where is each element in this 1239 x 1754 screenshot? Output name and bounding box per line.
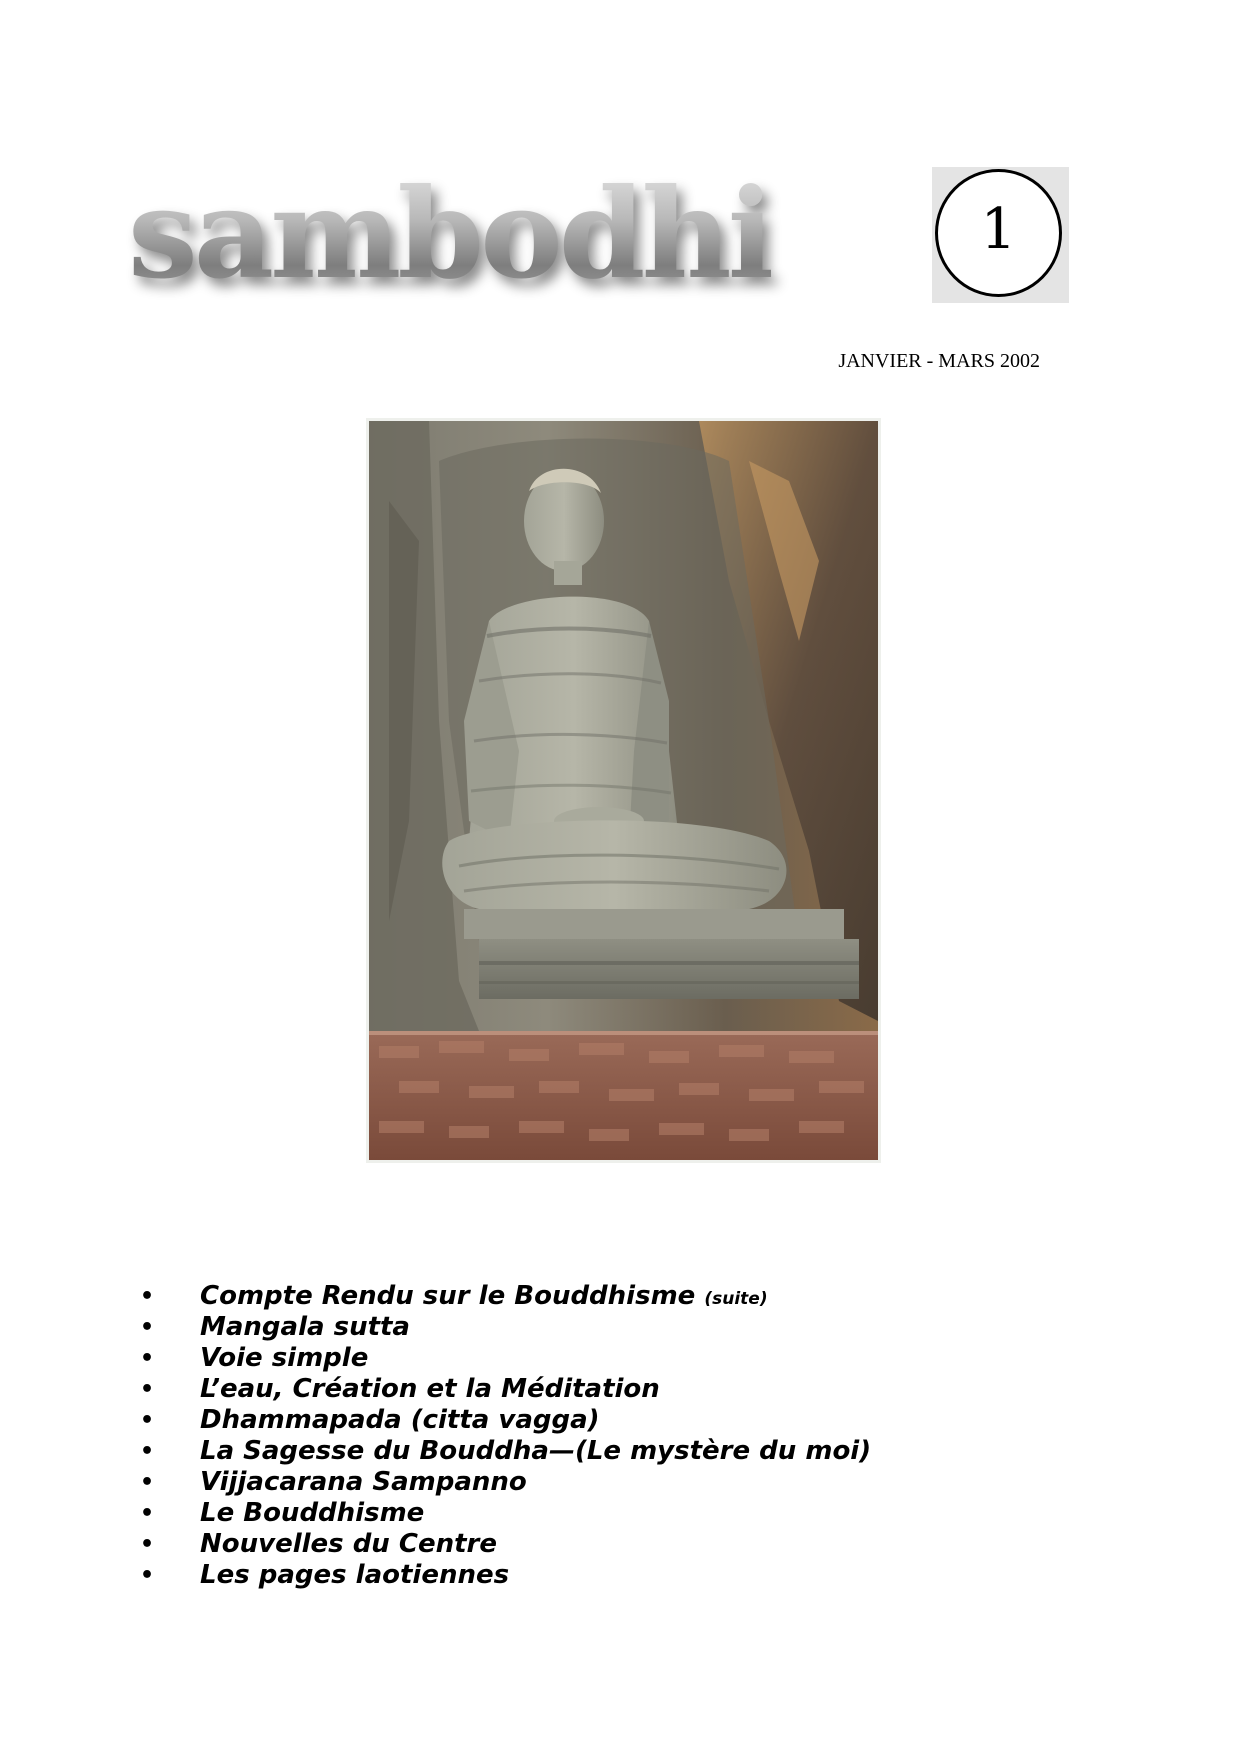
- issue-number: 1: [980, 197, 1017, 262]
- bullet: •: [140, 1532, 155, 1557]
- bullet: •: [140, 1346, 155, 1371]
- contents-item-text: Dhammapada (citta vagga): [200, 1405, 600, 1435]
- contents-item: [140, 1405, 1140, 1436]
- bullet: •: [140, 1408, 155, 1433]
- issue-number-badge: [932, 167, 1069, 303]
- issue-circle: [935, 169, 1062, 297]
- masthead: [128, 160, 771, 310]
- contents-item-text: Le Bouddhisme: [200, 1498, 425, 1528]
- contents-item-text: L’eau, Création et la Méditation: [200, 1374, 660, 1404]
- issue-date: JANVIER - MARS 2002: [838, 350, 1040, 372]
- contents-item: [140, 1312, 1140, 1343]
- bullet: •: [140, 1563, 155, 1588]
- contents-item-suffix: (suite): [704, 1289, 768, 1309]
- contents-item: [140, 1560, 1140, 1591]
- bullet: •: [140, 1315, 155, 1340]
- bullet: •: [140, 1284, 155, 1309]
- contents-item-text: Voie simple: [200, 1343, 369, 1373]
- contents-item-text: Les pages laotiennes: [200, 1560, 510, 1590]
- contents-item-text: Mangala sutta: [200, 1312, 410, 1342]
- cover-photo-frame: [366, 418, 881, 1163]
- contents-item: [140, 1343, 1140, 1374]
- contents-item: [140, 1498, 1140, 1529]
- contents-item-text: Nouvelles du Centre: [200, 1529, 497, 1559]
- bullet: •: [140, 1501, 155, 1526]
- contents-item-text: La Sagesse du Bouddha—(Le mystère du moi): [200, 1436, 872, 1466]
- buddha-statue-photo: [369, 421, 878, 1160]
- contents-item-text: Vijjacarana Sampanno: [200, 1467, 527, 1497]
- contents-item: [140, 1467, 1140, 1498]
- contents-item: [140, 1436, 1140, 1467]
- table-of-contents: [140, 1281, 1140, 1591]
- bullet: •: [140, 1470, 155, 1495]
- contents-item: [140, 1374, 1140, 1405]
- bullet: •: [140, 1439, 155, 1464]
- contents-item: [140, 1529, 1140, 1560]
- contents-item: [140, 1281, 1140, 1312]
- buddha-statue-image: [369, 421, 878, 1160]
- bullet: •: [140, 1377, 155, 1402]
- contents-item-text: Compte Rendu sur le Bouddhisme: [200, 1281, 696, 1311]
- magazine-title: sambodhi: [128, 160, 771, 310]
